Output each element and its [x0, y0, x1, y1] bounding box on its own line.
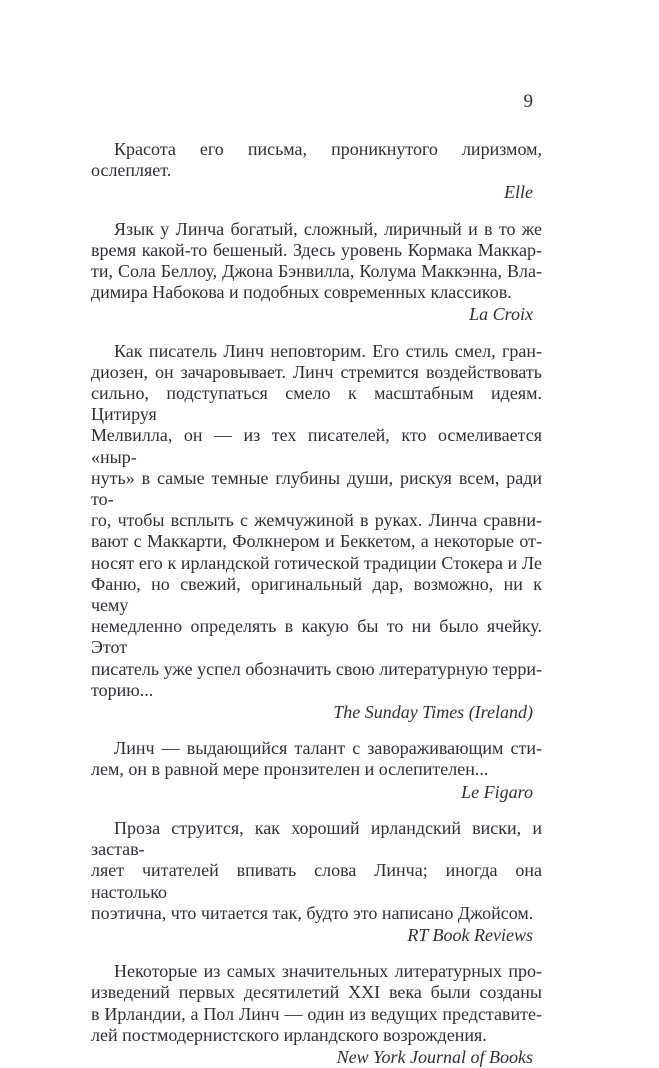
quote-line: Линч — выдающийся талант с завораживающим сти- — [114, 738, 542, 759]
quote-text — [91, 219, 542, 304]
review-quote — [91, 219, 542, 326]
quote-source: RT Book Reviews — [407, 924, 533, 945]
quote-source: The Sunday Times (Ireland) — [333, 702, 533, 723]
quote-line: сильно, подступаться смело к масштабным идеям. Цитируя — [91, 383, 542, 425]
quote-line: Фаню, но свежий, оригинальный дар, возможно, ни к чему — [91, 573, 542, 616]
quote-line: немедленно определять в какую бы то ни было ячейку. Этот — [91, 616, 542, 658]
quote-line: диозен, он зачаровывает. Линч стремится воздействовать — [91, 361, 542, 382]
quote-line: время какой-то бешеный. Здесь уровень Кормака Маккар- — [91, 239, 542, 260]
quote-source: La Croix — [469, 304, 533, 325]
quote-line: лей постмодернистского ирландского возрождения. — [91, 1024, 487, 1045]
quote-line: нуть» в самые темные глубины души, рискуя всем, ради то- — [91, 467, 542, 510]
quote-source: Elle — [504, 182, 533, 203]
quote-line: в Ирландии, а Пол Линч — один из ведущих представите- — [91, 1003, 542, 1024]
review-quote — [91, 738, 542, 803]
quote-line: ти, Сола Беллоу, Джона Бэнвилла, Колума Маккэнна, Вла- — [91, 261, 542, 282]
quote-line: Мелвилла, он — из тех писателей, кто осмеливается «ныр- — [91, 425, 542, 467]
review-quote — [91, 818, 542, 946]
quote-source: New York Journal of Books — [336, 1046, 533, 1067]
quote-line: Некоторые из самых значительных литературных про- — [114, 961, 542, 982]
quote-line: носят его к ирландской готической традиции Стокера и Ле — [91, 552, 542, 573]
quote-line: изведений первых десятилетий XXI века были созданы — [91, 982, 542, 1003]
quote-text — [91, 961, 542, 1046]
quote-text — [91, 139, 542, 181]
quote-line: димира Набокова и подобных современных классиков. — [91, 282, 512, 303]
quote-text — [91, 341, 542, 701]
quote-line: писатель уже успел обозначить свою литературную терри- — [91, 658, 542, 679]
review-quote — [91, 139, 542, 204]
quote-line: Как писатель Линч неповторим. Его стиль смел, гран- — [114, 340, 542, 361]
quote-line: Проза струится, как хороший ирландский виски, и застав- — [91, 817, 542, 860]
quote-source: Le Figaro — [461, 781, 533, 802]
quote-line: го, чтобы всплыть с жемчужиной в руках. Линча сравни- — [91, 510, 542, 531]
review-quote — [91, 341, 542, 724]
quote-line: торию... — [91, 679, 154, 700]
quote-line: поэтична, что читается так, будто это написано Джойсом. — [91, 902, 534, 923]
quote-line: Красота его письма, проникнутого лиризмом, ослепляет. — [91, 139, 542, 181]
review-quote — [91, 961, 542, 1068]
quote-text — [91, 738, 542, 780]
quote-line: вают с Маккарти, Фолкнером и Беккетом, а некоторые от- — [91, 531, 542, 552]
page-number: 9 — [523, 91, 533, 112]
quote-line: Язык у Линча богатый, сложный, лиричный и в то же — [114, 218, 542, 239]
quote-line: лем, он в равной мере пронзителен и ослепителен... — [91, 759, 489, 780]
quote-line: ляет читателей впивать слова Линча; иногда она настолько — [91, 860, 542, 902]
page-content — [91, 91, 542, 1068]
quote-text — [91, 818, 542, 924]
